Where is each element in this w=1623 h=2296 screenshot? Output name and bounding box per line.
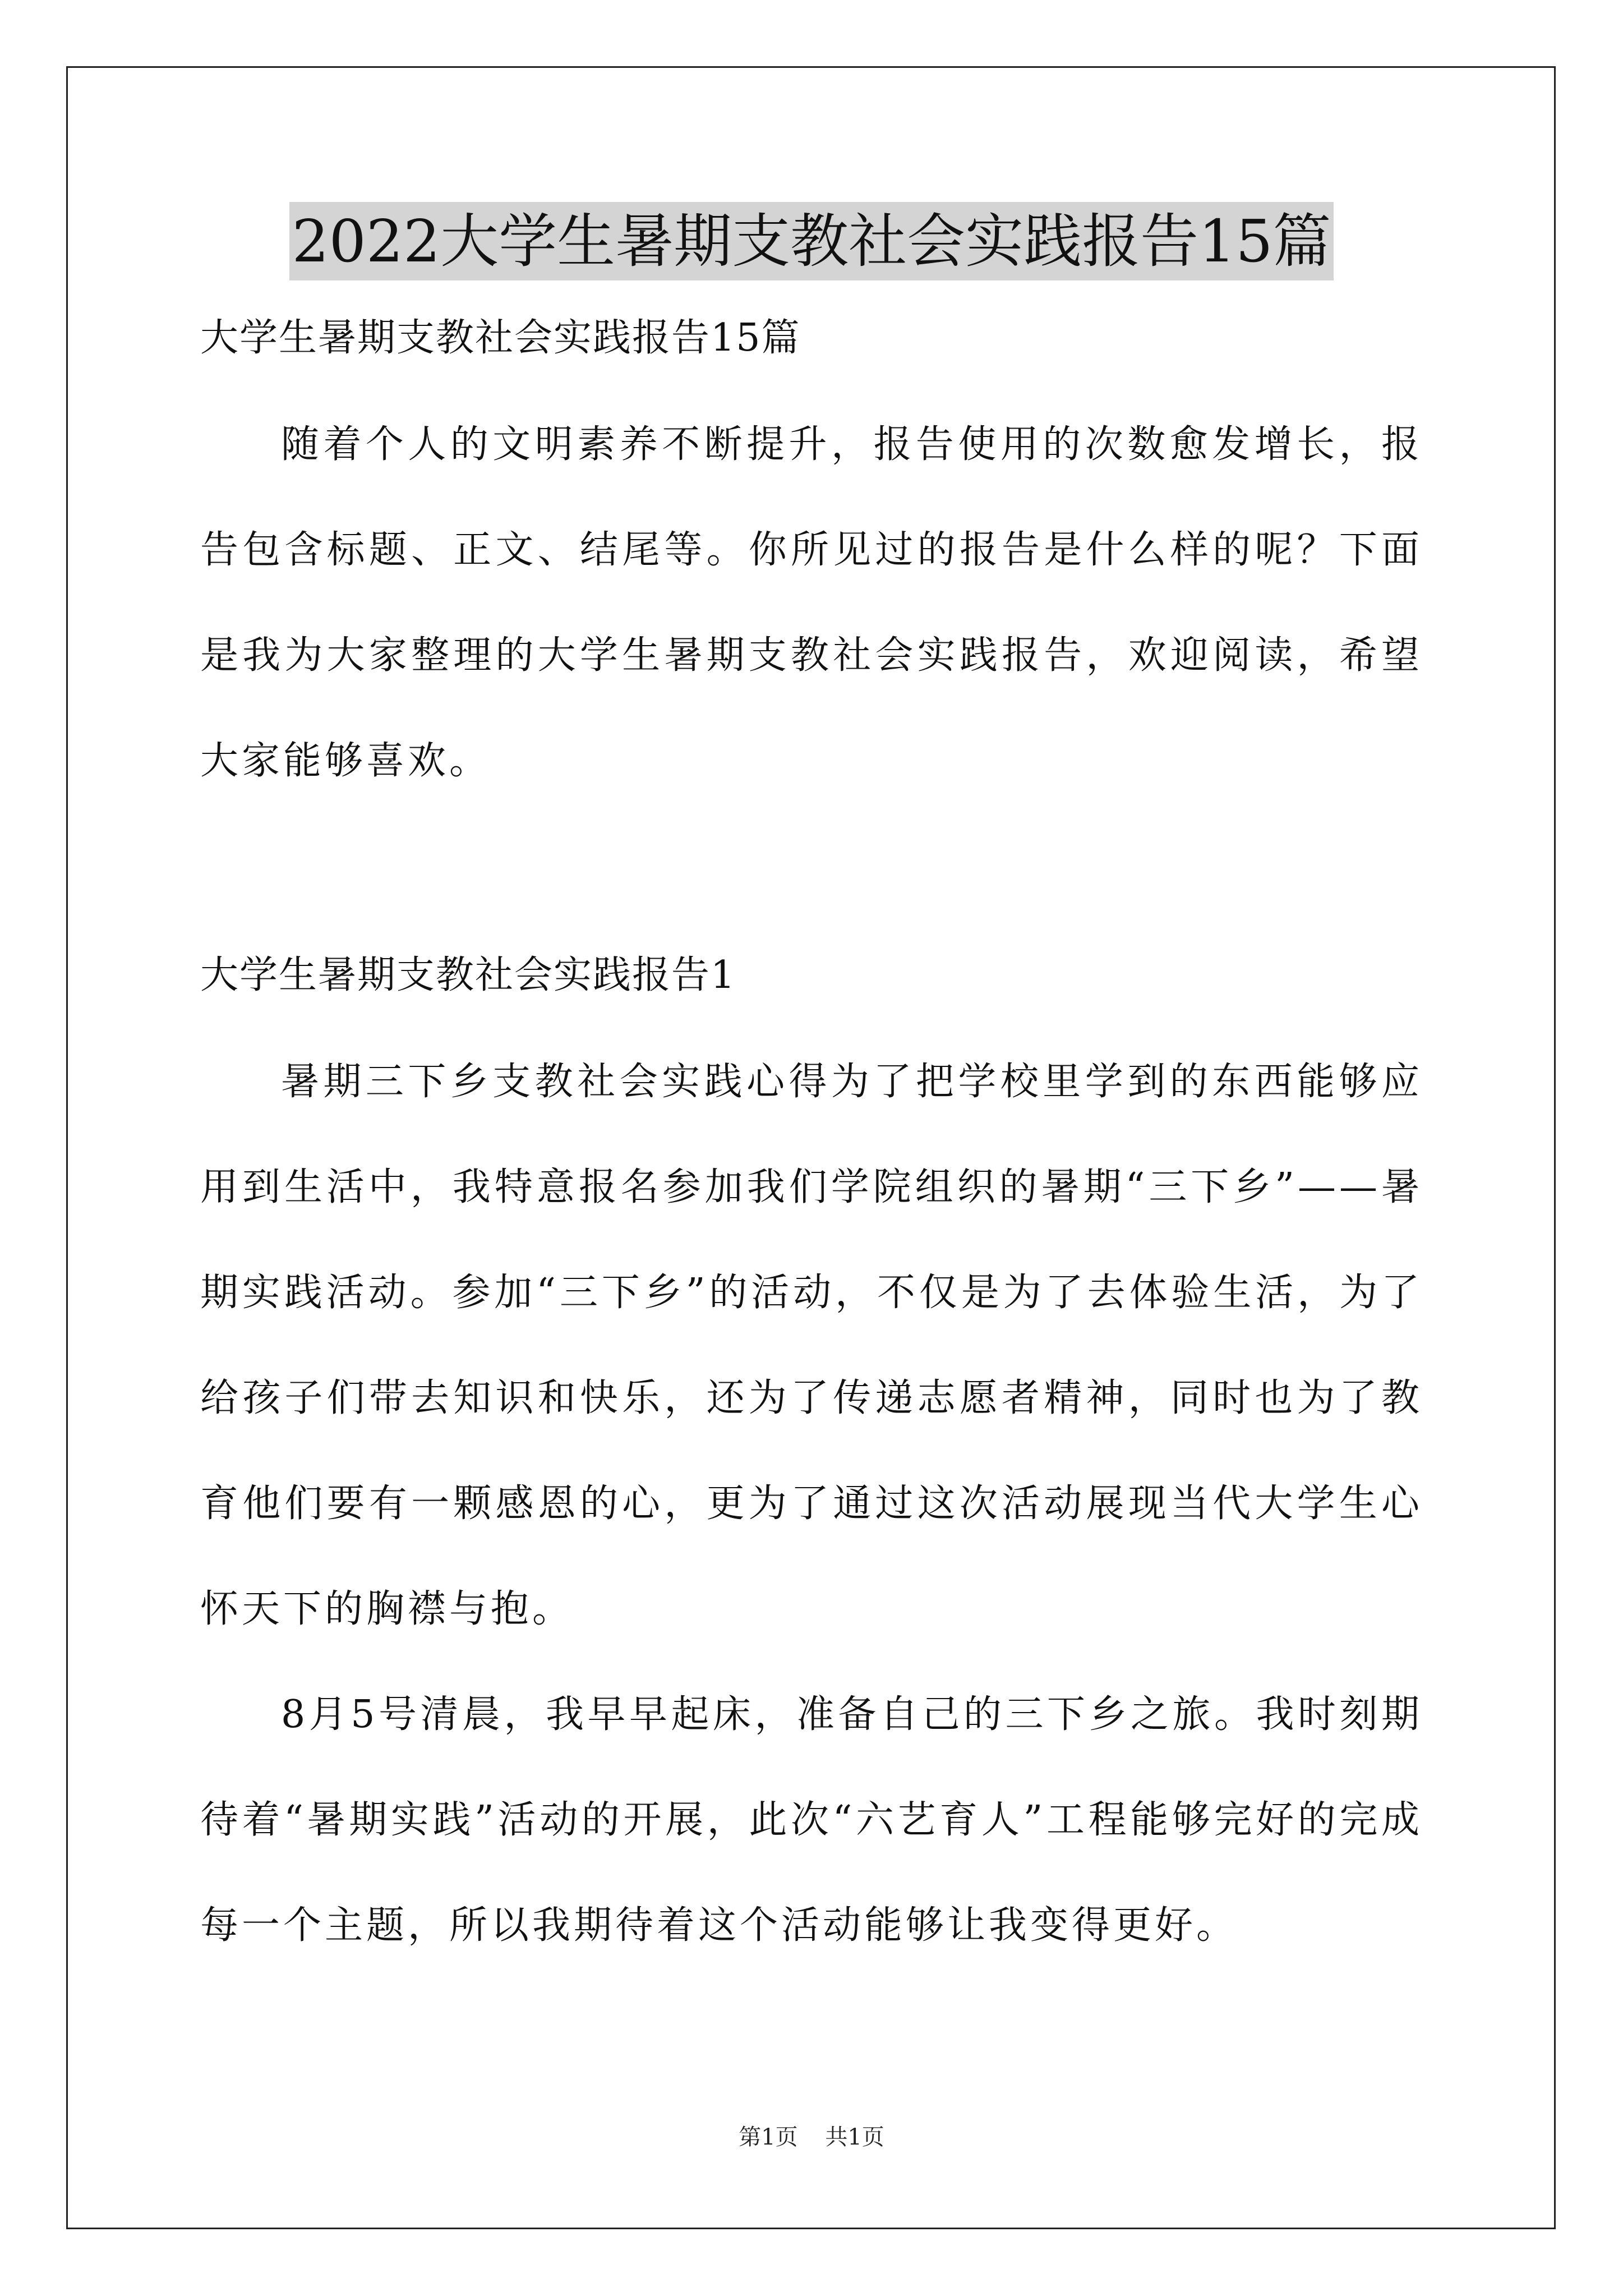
document-body [200, 311, 1423, 1978]
spacer [200, 365, 1423, 392]
page-footer [0, 2120, 1623, 2154]
body-paragraph: 8月5号清晨，我早早起床，准备自己的三下乡之旅。我时刻期待着“暑期实践”活动的开展，此次“六艺育人”工程能够完好的完成每一个主题，所以我期待着这个活动能够让我变得更好。 [200, 1692, 1423, 1948]
page-total: 共1页 [825, 2124, 884, 2150]
intro-paragraph: 随着个人的文明素养不断提升，报告使用的次数愈发增长，报告包含标题、正文、结尾等。你所见过的报告是什么样的呢？下面是我为大家整理的大学生暑期支教社会实践报告，欢迎阅读，希望大家能够喜欢。 [200, 422, 1423, 783]
document-subtitle: 大学生暑期支教社会实践报告15篇 [200, 316, 801, 360]
title-container [0, 202, 1623, 280]
page-number: 第1页 [739, 2124, 798, 2150]
spacer [200, 814, 1423, 949]
spacer [200, 1002, 1423, 1029]
body-paragraph: 暑期三下乡支教社会实践心得为了把学校里学到的东西能够应用到生活中，我特意报名参加我们学院组织的暑期“三下乡”——暑期实践活动。参加“三下乡”的活动，不仅是为了去体验生活，为了给孩子们带去知识和快乐，还为了传递志愿者精神，同时也为了教育他们要有一颗感恩的心，更为了通过这次活动展现当代大学生心怀天下的胸襟与抱。 [200, 1060, 1423, 1631]
document-title: 2022大学生暑期支教社会实践报告15篇 [289, 202, 1333, 280]
section-heading: 大学生暑期支教社会实践报告1 [200, 953, 736, 997]
